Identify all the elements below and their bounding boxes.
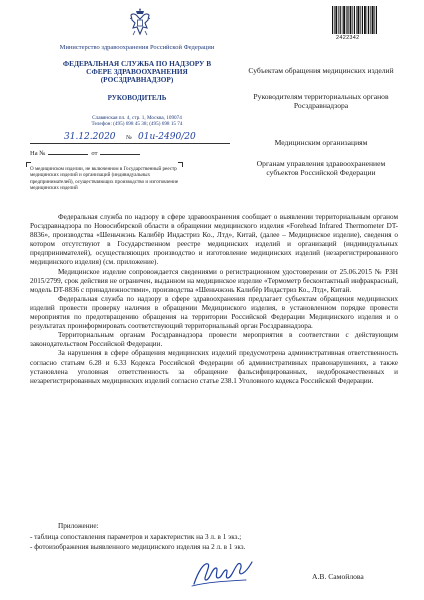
number-sign: № xyxy=(126,135,132,141)
attachments-title: Приложение: xyxy=(58,522,99,530)
barcode-number: 2422342 xyxy=(336,35,360,41)
address-block xyxy=(52,115,222,128)
body-paragraph: Медицинское изделие сопровождается сведениями о регистрационном удостоверении от 25.06.2015 № РЗН 2015/2799, срок действия не ограничен, выданном на медицинское изделие «Термометр бесконтактный инфракрасный, модель DT-8836 с принадлежностями», производства «Шеньчжэнь Калибёр Индастриз Ко., Лтд», Китай. xyxy=(30,267,398,294)
outgoing-number: 01и-2490/20 xyxy=(138,132,196,142)
recipient-medical-orgs: Медицинским организациям xyxy=(274,138,368,147)
signer-name: А.В. Самойлова xyxy=(312,572,364,581)
reference-no-label: На № xyxy=(30,150,46,157)
handwritten-signature xyxy=(188,554,258,590)
body-paragraph: Территориальным органам Росздравнадзора провести мероприятия в соответствии с действующим законодательством Российской Федерации. xyxy=(30,331,398,349)
head-title: РУКОВОДИТЕЛЬ xyxy=(107,94,167,102)
body-paragraph: За нарушения в сфере обращения медицинских изделий предусмотрена административная ответственность согласно статьям 6.28 и 6.33 Кодекса Российской Федерации об административных правонарушениях, а также установлена уголовная ответственность за обращение фальсифицированных, недоброкачественных и незарегистрированных медицинских изделий согласно статье 238.1 Уголовного кодекса Российской Федерации. xyxy=(30,349,398,385)
letter-subject: О медицинском изделии, не включенном в Государственный реестр медицинских изделий и организаций (индивидуальных предпринимателей), осуществляющих производство и изготовление медицинских изделий xyxy=(30,166,179,191)
recipient-subjects: Субъектам обращения медицинских изделий xyxy=(248,66,394,75)
phone-line: Телефон: (495) 698 45 38; (495) 698 15 74 xyxy=(91,121,183,128)
recipient-health-authorities: Органам управления здравоохранением субъектов Российской Федерации xyxy=(256,159,386,177)
date-number-underline xyxy=(30,143,230,144)
attachment-item: - фотоизображения выявленного медицинского изделия на 2 л. в 1 экз. xyxy=(30,543,246,551)
body-paragraph: Федеральная служба по надзору в сфере здравоохранения предлагает субъектам обращения медицинских изделий провести проверку наличия в обращении Медицинского изделия, в установленном порядке провести мероприятия по предотвращению обращения на территории Российской Федерации Медицинского изделия и о результатах проинформировать соответствующий территориальный орган Росздравнадзора. xyxy=(30,294,398,331)
attachment-item: - таблица сопоставления параметров и характеристик на 3 л. в 1 экз.; xyxy=(30,533,242,541)
recipient-territorial-heads: Руководителям территориальных органов Росздравнадзора xyxy=(253,92,389,110)
outgoing-date: 31.12.2020 xyxy=(64,132,116,142)
outgoing-date-number xyxy=(30,134,230,146)
service-name: ФЕДЕРАЛЬНАЯ СЛУЖБА ПО НАДЗОРУ В СФЕРЕ ЗДРАВООХРАНЕНИЯ (РОСЗДРАВНАДЗОР) xyxy=(62,59,212,84)
reference-from-blank xyxy=(100,154,140,155)
ministry-name: Министерство здравоохранения Российской Федерации xyxy=(59,44,215,51)
barcode-icon xyxy=(332,6,378,34)
reference-line xyxy=(30,150,143,157)
reference-from-label: от xyxy=(91,150,98,157)
reference-no-blank xyxy=(48,154,88,155)
address-line: Славянская пл. 4, стр. 1, Москва, 109074 xyxy=(92,115,182,121)
letter-body xyxy=(30,213,398,386)
coat-of-arms-emblem-icon xyxy=(128,6,152,40)
body-paragraph: Федеральная служба по надзору в сфере здравоохранения сообщает о выявлении территориальным органом Росздравнадзора по Новосибирской области в обращении медицинского изделия «Forehead Infrared Thermometer DT-8836», производства «Шеньчжэнь Калибёр Индастриз Ко., Лтд», Китай, (далее – Медицинское изделие), сведения о котором отсутствуют в Государственном реестре медицинских изделий и организаций (индивидуальных предпринимателей), осуществляющих производство и изготовление медицинских изделий (незарегистрированного медицинского изделия) (см. приложение). xyxy=(30,213,398,267)
